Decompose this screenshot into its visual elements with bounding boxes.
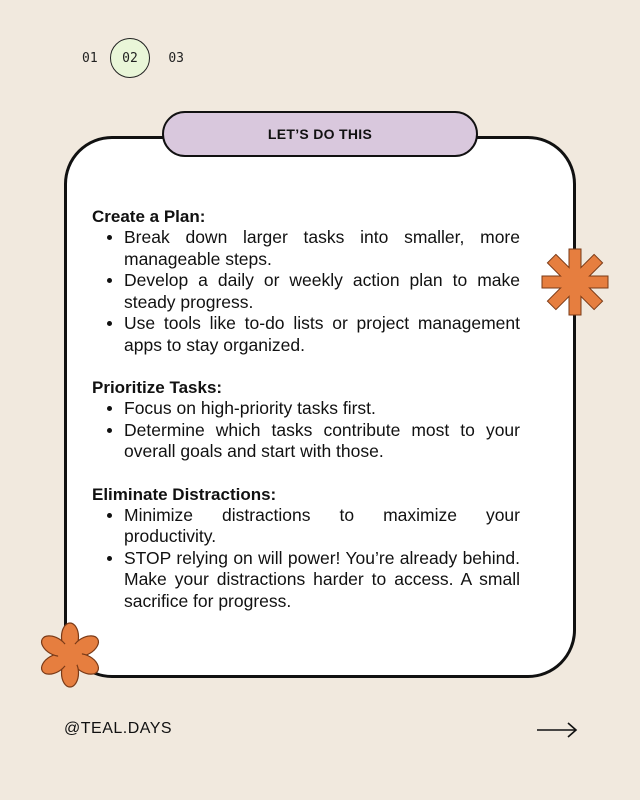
page-03-button[interactable]: 03 [168,50,184,66]
pagination [82,38,184,78]
section-prioritize-tasks [92,377,520,463]
asterisk-decoration-icon [541,248,609,316]
section-create-plan [92,206,520,356]
section-title: Eliminate Distractions: [92,484,277,504]
page-02-button-active[interactable]: 02 [110,38,150,78]
list-item: Use tools like to-do lists or project management apps to stay organized. [92,313,520,356]
bullet-list [92,227,520,356]
account-handle: @TEAL.DAYS [64,720,173,737]
card-content [92,206,520,633]
list-item: Minimize distractions to maximize your productivity. [92,505,520,548]
flower-decoration-icon [38,622,102,688]
bullet-list [92,398,520,463]
list-item: STOP relying on will power! You’re already behind. Make your distractions harder to access. A small sacrifice for progress. [92,548,520,613]
list-item: Break down larger tasks into smaller, more manageable steps. [92,227,520,270]
arrow-right-icon[interactable] [536,720,578,740]
section-eliminate-distractions [92,484,520,613]
list-item: Focus on high-priority tasks first. [92,398,520,420]
list-item: Develop a daily or weekly action plan to make steady progress. [92,270,520,313]
bullet-list [92,505,520,613]
card-header-label: LET’S DO THIS [162,111,478,157]
list-item: Determine which tasks contribute most to your overall goals and start with those. [92,420,520,463]
page-01-button[interactable]: 01 [82,50,98,66]
section-title: Create a Plan: [92,207,206,226]
section-title: Prioritize Tasks: [92,378,223,397]
